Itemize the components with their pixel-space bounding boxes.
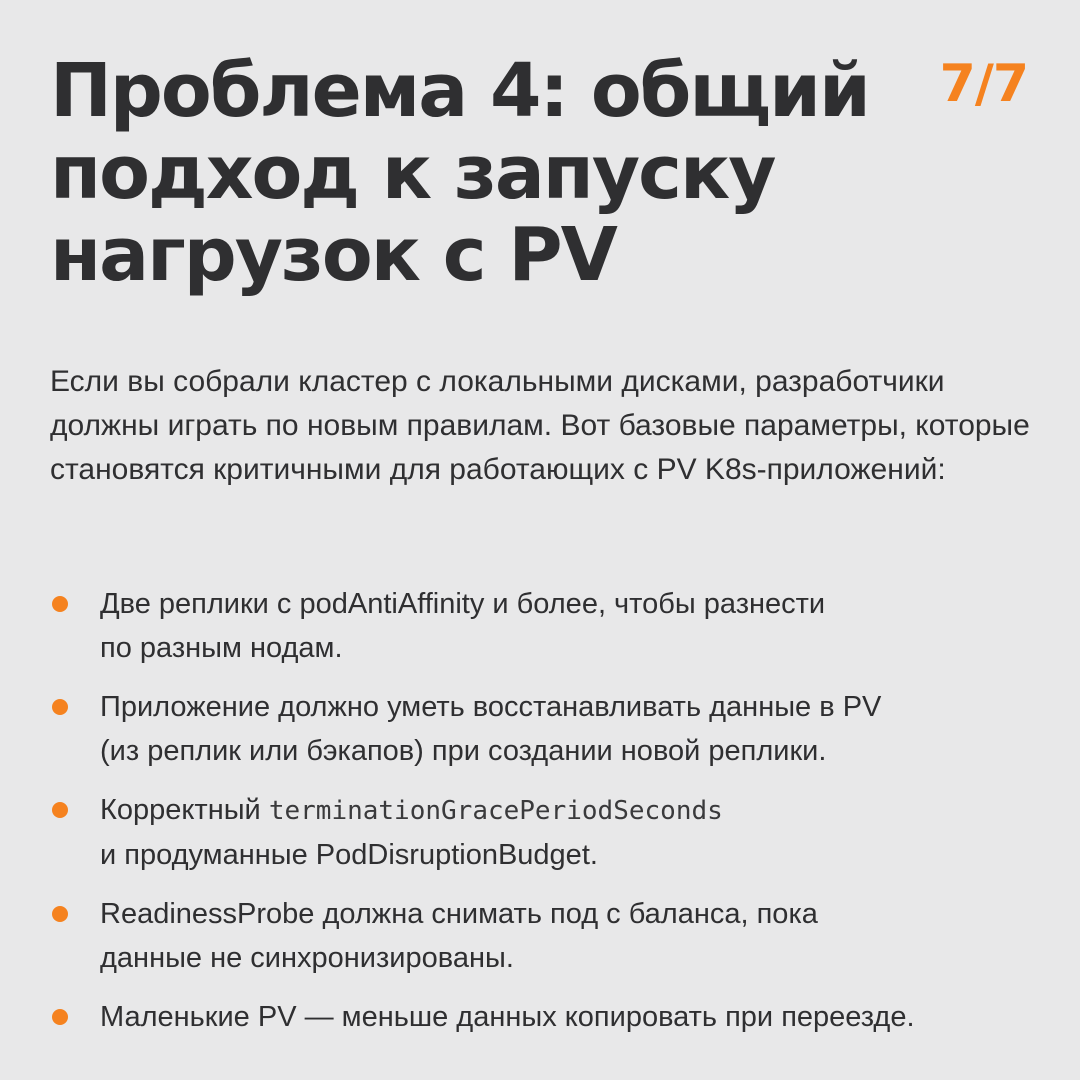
list-item <box>50 788 1040 877</box>
list-item-line: данные не синхронизированы. <box>100 942 514 974</box>
list-item-line: Две реплики с podAntiAffinity и более, чтобы разнести <box>100 588 826 620</box>
list-item-line: Приложение должно уметь восстанавливать данные в PV <box>100 691 882 723</box>
list-item-text <box>100 582 1040 670</box>
list-item-text <box>100 685 1040 773</box>
list-item <box>50 892 1040 980</box>
intro-paragraph: Если вы собрали кластер с локальными дисками, разработчики должны играть по новым правилам. Вот базовые параметры, которые становятся критичными для работающих с PV K8s-приложений: <box>50 365 1030 486</box>
slide-title-line: Проблема 4: общий <box>50 48 869 134</box>
list-item-text <box>100 892 1040 980</box>
slide-title-line: подход к запуску <box>50 130 775 216</box>
bullet-dot-icon <box>52 1009 68 1025</box>
list-item-line <box>100 788 1040 833</box>
list-item-line: Маленькие PV — меньше данных копировать при переезде. <box>100 1001 915 1033</box>
bullet-dot-icon <box>52 906 68 922</box>
list-item-line: по разным нодам. <box>100 632 343 664</box>
slide-title-line: нагрузок с PV <box>50 212 616 298</box>
code-term: terminationGracePeriodSeconds <box>268 796 723 826</box>
list-item-line: и продуманные PodDisruptionBudget. <box>100 839 598 871</box>
slide-title <box>50 50 910 296</box>
list-item-text <box>100 995 1040 1039</box>
list-item-prefix: Корректный <box>100 794 261 826</box>
list-item-text <box>100 788 1040 877</box>
bullet-list <box>50 582 1040 1054</box>
bullet-dot-icon <box>52 802 68 818</box>
list-item <box>50 685 1040 773</box>
list-item-line: (из реплик или бэкапов) при создании новой реплики. <box>100 735 827 767</box>
bullet-dot-icon <box>52 699 68 715</box>
list-item <box>50 582 1040 670</box>
bullet-dot-icon <box>52 596 68 612</box>
page-counter: 7/7 <box>939 54 1028 114</box>
list-item <box>50 995 1040 1039</box>
list-item-line: ReadinessProbe должна снимать под с баланса, пока <box>100 898 818 930</box>
